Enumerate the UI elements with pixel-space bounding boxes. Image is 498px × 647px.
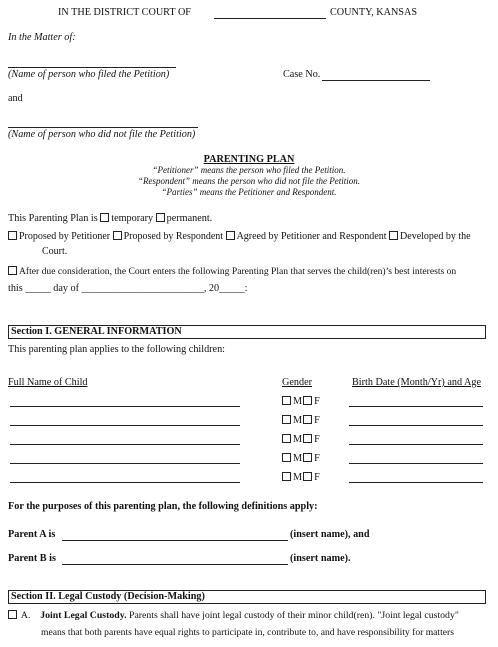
table-row	[8, 470, 498, 486]
petitioner-caption: (Name of person who filed the Petition)	[8, 69, 170, 80]
female-label: F	[314, 434, 320, 445]
case-no-field[interactable]	[322, 80, 430, 81]
definitions-intro: For the purposes of this parenting plan, the following definitions apply:	[8, 501, 318, 512]
parent-a-suffix: (insert name), and	[290, 529, 370, 540]
parent-a-label: Parent A is	[8, 529, 56, 540]
female-label: F	[314, 453, 320, 464]
plan-type-label: This Parenting Plan is	[8, 213, 98, 224]
permanent-label: permanent.	[166, 213, 213, 224]
temporary-label: temporary	[111, 213, 154, 224]
joint-legal-custody-item	[8, 610, 459, 621]
birth-date-field[interactable]	[349, 425, 483, 426]
court-label: Court.	[42, 246, 68, 257]
male-checkbox[interactable]	[282, 415, 291, 424]
permanent-checkbox[interactable]	[156, 213, 165, 222]
section-2-heading: Section II. Legal Custody (Decision-Making)	[8, 590, 486, 604]
birth-date-field[interactable]	[349, 406, 483, 407]
male-label: M	[293, 434, 303, 445]
gender-cell	[282, 434, 320, 445]
respondent-definition: “Respondent” means the person who did not file the Petition.	[138, 176, 360, 186]
birth-date-field[interactable]	[349, 482, 483, 483]
child-name-field[interactable]	[10, 406, 240, 407]
col-child-name: Full Name of Child	[8, 377, 88, 388]
plan-type-row	[8, 213, 212, 224]
proposed-by-petitioner-label: Proposed by Petitioner	[19, 231, 111, 242]
birth-date-field[interactable]	[349, 463, 483, 464]
male-checkbox[interactable]	[282, 453, 291, 462]
proposed-by-respondent-label: Proposed by Respondent	[123, 231, 224, 242]
male-label: M	[293, 415, 303, 426]
plan-title: PARENTING PLAN	[203, 154, 295, 165]
agreed-checkbox[interactable]	[226, 231, 235, 240]
female-label: F	[314, 396, 320, 407]
male-checkbox[interactable]	[282, 434, 291, 443]
male-label: M	[293, 396, 303, 407]
gender-cell	[282, 472, 320, 483]
gender-cell	[282, 415, 320, 426]
parent-b-name-field[interactable]	[62, 564, 288, 565]
joint-legal-custody-text-2: means that both parents have equal rights to participate in, contribute to, and have responsibility for matters	[41, 627, 454, 638]
petitioner-name-field[interactable]	[8, 67, 176, 68]
court-enters-checkbox[interactable]	[8, 266, 17, 275]
parties-definition: “Parties” means the Petitioner and Respondent.	[161, 187, 337, 197]
temporary-checkbox[interactable]	[100, 213, 109, 222]
col-birth-date: Birth Date (Month/Yr) and Age	[352, 377, 482, 388]
parent-a-name-field[interactable]	[62, 540, 288, 541]
male-label: M	[293, 472, 303, 483]
parent-b-suffix: (insert name).	[290, 553, 351, 564]
col-gender: Gender	[282, 377, 312, 388]
male-checkbox[interactable]	[282, 396, 291, 405]
petitioner-definition: “Petitioner” means the person who filed the Petition.	[152, 165, 346, 175]
male-checkbox[interactable]	[282, 472, 291, 481]
county-field[interactable]	[214, 18, 326, 19]
female-label: F	[314, 472, 320, 483]
proposed-by-respondent-checkbox[interactable]	[113, 231, 122, 240]
proposed-by-row	[8, 231, 471, 242]
joint-legal-custody-text-1: Parents shall have joint legal custody of their minor child(ren). "Joint legal custody"	[126, 610, 459, 621]
in-the-matter-label: In the Matter of:	[8, 32, 76, 43]
female-checkbox[interactable]	[303, 472, 312, 481]
developed-by-label: Developed by the	[400, 231, 471, 242]
birth-date-field[interactable]	[349, 444, 483, 445]
child-name-field[interactable]	[10, 425, 240, 426]
gender-cell	[282, 453, 320, 464]
respondent-name-field[interactable]	[8, 127, 198, 128]
table-row	[8, 394, 498, 410]
children-intro: This parenting plan applies to the following children:	[8, 344, 226, 355]
case-no-label: Case No.	[283, 69, 321, 80]
child-name-field[interactable]	[10, 482, 240, 483]
gender-cell	[282, 396, 320, 407]
respondent-caption: (Name of person who did not file the Petition)	[8, 129, 196, 140]
female-label: F	[314, 415, 320, 426]
after-consideration-text: After due consideration, the Court enters the following Parenting Plan that serves the child(ren)’s best interests on	[19, 266, 457, 277]
male-label: M	[293, 453, 303, 464]
county-label: COUNTY, KANSAS	[330, 7, 417, 18]
child-name-field[interactable]	[10, 463, 240, 464]
and-label: and	[8, 93, 23, 104]
female-checkbox[interactable]	[303, 434, 312, 443]
after-consideration-row	[8, 266, 456, 277]
court-header	[58, 7, 191, 18]
female-checkbox[interactable]	[303, 453, 312, 462]
agreed-label: Agreed by Petitioner and Respondent	[236, 231, 387, 242]
section-1-heading: Section I. GENERAL INFORMATION	[8, 325, 486, 339]
child-name-field[interactable]	[10, 444, 240, 445]
item-a-letter: A.	[20, 610, 31, 621]
date-line: this _____ day of ________________________, 20_____:	[8, 283, 248, 294]
parent-b-label: Parent B is	[8, 553, 56, 564]
female-checkbox[interactable]	[303, 396, 312, 405]
joint-legal-custody-title: Joint Legal Custody.	[40, 610, 127, 621]
table-row	[8, 413, 498, 429]
developed-by-court-checkbox[interactable]	[389, 231, 398, 240]
table-row	[8, 451, 498, 467]
joint-legal-custody-checkbox[interactable]	[8, 610, 17, 619]
female-checkbox[interactable]	[303, 415, 312, 424]
table-row	[8, 432, 498, 448]
proposed-by-petitioner-checkbox[interactable]	[8, 231, 17, 240]
court-label: IN THE DISTRICT COURT OF	[58, 7, 191, 18]
